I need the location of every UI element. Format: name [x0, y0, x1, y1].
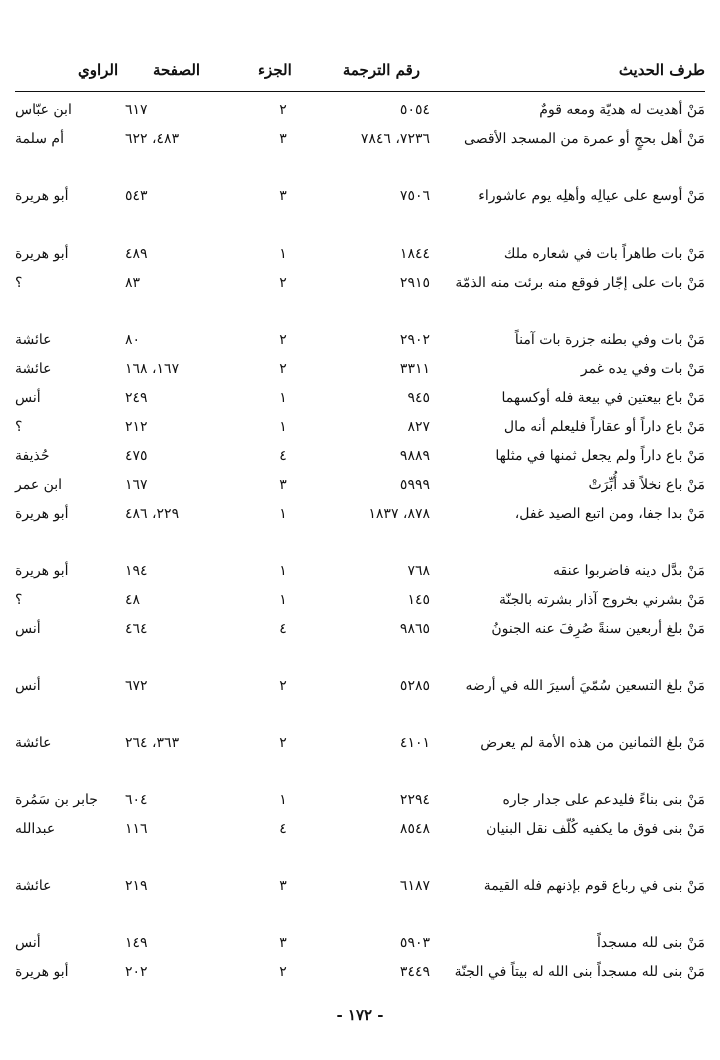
- page-number-cell: ٢٠٢: [125, 964, 148, 980]
- translation-number: ٨٧٨، ١٨٣٧: [368, 506, 430, 522]
- narrator-name: أنس: [15, 621, 41, 637]
- page-number-cell: ١٤٩: [125, 935, 148, 951]
- translation-number: ٥٩٩٩: [399, 477, 430, 493]
- narrator-name: أبو هريرة: [15, 563, 69, 579]
- hadith-text: مَنْ بنى في رباع قوم بإذنهم فله القيمة: [483, 878, 705, 894]
- header-rule: [15, 91, 705, 92]
- narrator-name: أم سلمة: [15, 131, 64, 147]
- page-number-cell: ٨٣: [125, 275, 141, 291]
- translation-number: ٣٣١١: [399, 361, 430, 377]
- narrator-name: أبو هريرة: [15, 246, 69, 262]
- hadith-text: مَنْ بات على إجّار فوقع منه برئت منه الذمّة: [455, 275, 705, 291]
- narrator-name: أنس: [15, 390, 41, 406]
- narrator-name: عائشة: [15, 735, 52, 751]
- translation-number: ٥٢٨٥: [399, 678, 430, 694]
- translation-number: ٥٩٠٣: [399, 935, 430, 951]
- hadith-text: مَنْ بدا جفا، ومن اتبع الصيد غفل،: [514, 506, 705, 522]
- volume-number: ٢: [279, 332, 287, 348]
- page-number-cell: ٢٤٩: [125, 390, 148, 406]
- hadith-text: مَنْ بشرني بخروج آذار بشرته بالجنّة: [498, 592, 705, 608]
- page-number-cell: ٥٤٣: [125, 188, 148, 204]
- volume-number: ٣: [279, 188, 287, 204]
- header-page: الصفحة: [153, 61, 201, 79]
- hadith-text: مَنْ باع داراً ولم يجعل ثمنها في مثلها: [495, 448, 705, 464]
- hadith-text: مَنْ بنى لله مسجداً: [597, 935, 705, 951]
- hadith-text: مَنْ أوسع على عيالِه وأهلِه يوم عاشوراء: [478, 188, 705, 204]
- translation-number: ٥٠٥٤: [399, 102, 430, 118]
- volume-number: ١: [279, 563, 287, 579]
- narrator-name: أبو هريرة: [15, 964, 69, 980]
- volume-number: ١: [279, 592, 287, 608]
- hadith-text: مَنْ بات طاهراً بات في شعاره ملك: [503, 246, 705, 262]
- page-number-cell: ٨٠: [125, 332, 141, 348]
- narrator-name: أنس: [15, 678, 41, 694]
- narrator-name: عائشة: [15, 361, 52, 377]
- translation-number: ٤١٠١: [399, 735, 430, 751]
- volume-number: ٤: [279, 821, 287, 837]
- translation-number: ٢٩٠٢: [399, 332, 430, 348]
- narrator-name: عائشة: [15, 332, 52, 348]
- page-number-cell: ٢٢٩، ٤٨٦: [125, 506, 180, 522]
- narrator-name: أنس: [15, 935, 41, 951]
- volume-number: ٣: [279, 878, 287, 894]
- narrator-name: ابن عبّاس: [15, 102, 72, 118]
- hadith-text: مَنْ باع نخلاً قد أُبِّرَتْ: [588, 477, 705, 493]
- translation-number: ٧٥٠٦: [399, 188, 430, 204]
- hadith-text: مَنْ بلغ الثمانين من هذه الأمة لم يعرض: [480, 735, 705, 751]
- translation-number: ٢٩١٥: [399, 275, 430, 291]
- hadith-text: مَنْ أهل بحجٍ أو عمرة من المسجد الأقصى: [464, 131, 705, 147]
- hadith-text: مَنْ بلغ أربعين سنةً صُرِفَ عنه الجنونُ: [491, 621, 705, 637]
- page-number-cell: ٦١٧: [125, 102, 148, 118]
- volume-number: ٣: [279, 131, 287, 147]
- volume-number: ١: [279, 246, 287, 262]
- hadith-text: مَنْ بلغ التسعين سُمّيَ أسيرَ الله في أرضه: [465, 678, 705, 694]
- hadith-text: مَنْ باع بيعتين في بيعة فله أوكسهما: [501, 390, 705, 406]
- header-narrator: الراوي: [78, 61, 119, 79]
- narrator-name: أبو هريرة: [15, 506, 69, 522]
- translation-number: ٩٨٨٩: [399, 448, 430, 464]
- translation-number: ٧٢٣٦، ٧٨٤٦: [360, 131, 430, 147]
- hadith-text: مَنْ بنى فوق ما يكفيه كُلّف نقل البنيان: [486, 821, 705, 837]
- page-number-cell: ١٦٧، ١٦٨: [125, 361, 180, 377]
- translation-number: ٢٢٩٤: [399, 792, 430, 808]
- translation-number: ١٨٤٤: [399, 246, 430, 262]
- hadith-text: مَنْ بنى لله مسجداً بنى الله له بيتاً في الجنّة: [454, 964, 705, 980]
- hadith-text: مَنْ بدَّل دينه فاضربوا عنقه: [553, 563, 705, 579]
- hadith-text: مَنْ أهديت له هديّة ومعه قومٌ: [539, 102, 705, 118]
- header-number: رقم الترجمة: [342, 61, 420, 79]
- volume-number: ٤: [279, 448, 287, 464]
- volume-number: ١: [279, 792, 287, 808]
- translation-number: ٣٤٤٩: [399, 964, 430, 980]
- narrator-name: أبو هريرة: [15, 188, 69, 204]
- header-volume: الجزء: [258, 61, 292, 79]
- narrator-name: عائشة: [15, 878, 52, 894]
- page-number-cell: ٤٨: [125, 592, 141, 608]
- narrator-name: عبدالله: [15, 821, 56, 837]
- translation-number: ٧٦٨: [407, 563, 430, 579]
- page-number-cell: ٣٦٣، ٢٦٤: [125, 735, 180, 751]
- volume-number: ٢: [279, 102, 287, 118]
- volume-number: ٢: [279, 964, 287, 980]
- page-number: - ١٧٢ -: [336, 1006, 384, 1024]
- volume-number: ٤: [279, 621, 287, 637]
- page-number-cell: ١١٦: [125, 821, 148, 837]
- narrator-name: ؟: [15, 275, 23, 291]
- narrator-name: ؟: [15, 592, 23, 608]
- page-number-cell: ٢١٩: [125, 878, 148, 894]
- narrator-name: ؟: [15, 419, 23, 435]
- page-number-cell: ٤٨٩: [125, 246, 148, 262]
- page-number-cell: ٦٧٢: [125, 678, 148, 694]
- hadith-text: مَنْ بات وفي بطنه جزرة بات آمناً: [514, 332, 705, 348]
- page-number-cell: ٤٦٤: [125, 621, 148, 637]
- page-number-cell: ٤٨٣، ٦٢٢: [125, 131, 180, 147]
- volume-number: ٣: [279, 477, 287, 493]
- translation-number: ٨٥٤٨: [399, 821, 430, 837]
- translation-number: ٩٨٦٥: [399, 621, 430, 637]
- volume-number: ٢: [279, 735, 287, 751]
- page-number-cell: ٦٠٤: [125, 792, 148, 808]
- translation-number: ١٤٥: [407, 592, 430, 608]
- translation-number: ٨٢٧: [407, 419, 430, 435]
- narrator-name: ابن عمر: [15, 477, 63, 493]
- volume-number: ٢: [279, 678, 287, 694]
- page-number-cell: ١٩٤: [125, 563, 148, 579]
- page-number-cell: ١٦٧: [125, 477, 148, 493]
- volume-number: ٣: [279, 935, 287, 951]
- hadith-text: مَنْ بنى بناءً فليدعم على جدار جاره: [502, 792, 705, 808]
- page-number-cell: ٤٧٥: [125, 448, 148, 464]
- narrator-name: حُذيفة: [15, 448, 50, 464]
- volume-number: ٢: [279, 275, 287, 291]
- narrator-name: جابر بن سَمُرة: [15, 792, 98, 808]
- translation-number: ٦١٨٧: [399, 878, 430, 894]
- volume-number: ١: [279, 419, 287, 435]
- hadith-text: مَنْ باع داراً أو عقاراً فليعلم أنه مال: [503, 419, 705, 435]
- translation-number: ٩٤٥: [407, 390, 430, 406]
- volume-number: ٢: [279, 361, 287, 377]
- volume-number: ١: [279, 506, 287, 522]
- volume-number: ١: [279, 390, 287, 406]
- header-hadith: طرف الحديث: [618, 61, 705, 79]
- page-number-cell: ٢١٢: [125, 419, 148, 435]
- hadith-text: مَنْ بات وفي يده غمر: [580, 361, 705, 377]
